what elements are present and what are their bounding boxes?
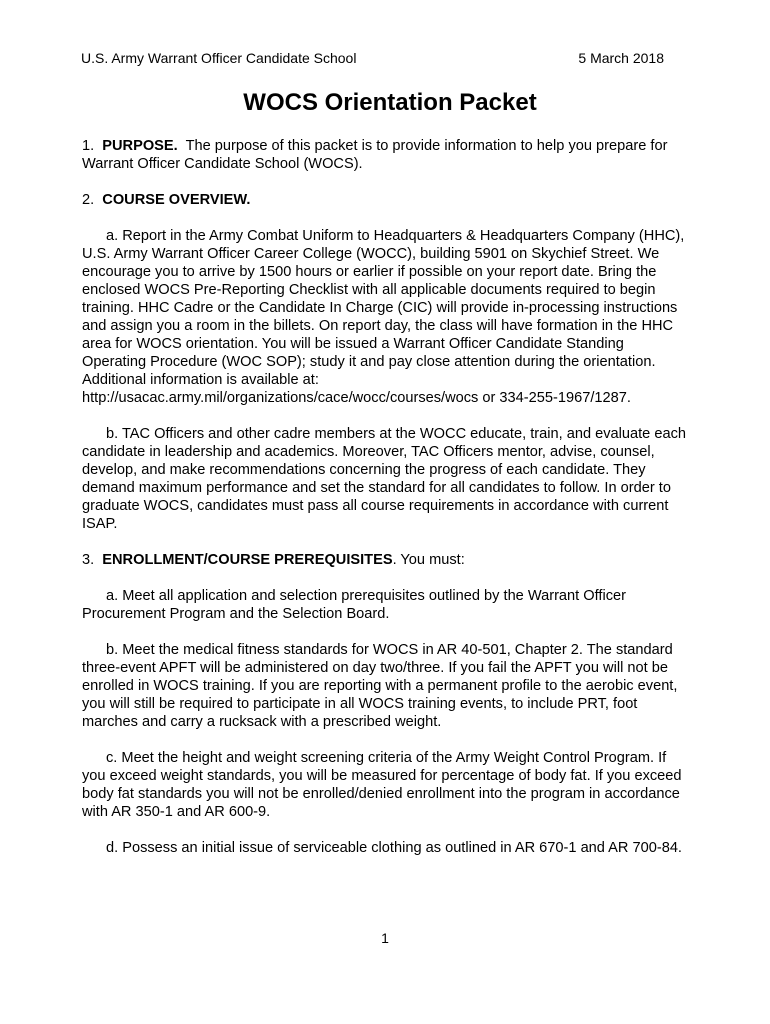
- section-overview: [82, 191, 690, 209]
- document-body: [82, 137, 690, 857]
- section-overview-number: 2.: [82, 192, 95, 208]
- page-number: 1: [381, 930, 389, 946]
- header-organization: U.S. Army Warrant Officer Candidate School: [81, 50, 357, 66]
- enrollment-paragraph-a: a. Meet all application and selection prerequisites outlined by the Warrant Officer Procurement Program and the Selection Board.: [82, 588, 626, 622]
- section-enrollment-number: 3.: [82, 552, 95, 568]
- section-purpose-number: 1.: [82, 138, 95, 154]
- overview-paragraph-b: b. TAC Officers and other cadre members at the WOCC educate, train, and evaluate each candidate in leadership and academics. Moreover, TAC Officers mentor, advise, counsel, develop, and make recommendations concerning the progress of each candidate. They demand maximum performance and set the standard for all candidates to follow. In order to graduate WOCS, candidates must pass all course requirements in accordance with current ISAP.: [82, 426, 686, 532]
- overview-paragraph-a: a. Report in the Army Combat Uniform to Headquarters & Headquarters Company (HHC), U.S. Army Warrant Officer Career College (WOCC), building 5901 on Skychief Street. We encourage you to arrive by 1500 hours or earlier if possible on your report date. Bring the enclosed WOCS Pre-Reporting Checklist with all applicable documents required to begin training. HHC Cadre or the Candidate In Charge (CIC) will provide in-processing instructions and assign you a room in the billets. On report day, the class will have formation in the HHC area for WOCS orientation. You will be issued a Warrant Officer Candidate Standing Operating Procedure (WOC SOP); study it and pay close attention during the orientation. Additional information is available at: http://usacac.army.mil/organizations/cace/wocc/courses/wocs or 334-255-1967/1287.: [82, 228, 685, 406]
- section-purpose-text: The purpose of this packet is to provide information to help you prepare for Warrant Officer Candidate School (WOCS).: [82, 138, 668, 172]
- enrollment-paragraph-c: c. Meet the height and weight screening criteria of the Army Weight Control Program. If you exceed weight standards, you will be measured for percentage of body fat. If you exceed body fat standards you will not be enrolled/denied enrollment into the program in accordance with AR 350-1 and AR 600-9.: [82, 750, 682, 820]
- section-purpose-heading: PURPOSE.: [102, 138, 178, 154]
- header-date: 5 March 2018: [578, 50, 664, 66]
- page-title: WOCS Orientation Packet: [243, 89, 537, 116]
- section-enrollment-heading: ENROLLMENT/COURSE PREREQUISITES: [102, 552, 393, 568]
- section-enrollment-lead: . You must:: [392, 552, 465, 568]
- section-purpose: [82, 137, 690, 173]
- section-enrollment: [82, 551, 690, 569]
- enrollment-paragraph-b: b. Meet the medical fitness standards for WOCS in AR 40-501, Chapter 2. The standard three-event APFT will be administered on day two/three. If you fail the APFT you will not be enrolled in WOCS training. If you are reporting with a permanent profile to the aerobic event, you will still be required to participate in all WOCS training events, to include PRT, foot marches and carry a rucksack with a prescribed weight.: [82, 642, 678, 730]
- section-overview-heading: COURSE OVERVIEW.: [102, 192, 251, 208]
- enrollment-paragraph-d: d. Possess an initial issue of serviceable clothing as outlined in AR 670-1 and AR 700-84.: [106, 840, 682, 856]
